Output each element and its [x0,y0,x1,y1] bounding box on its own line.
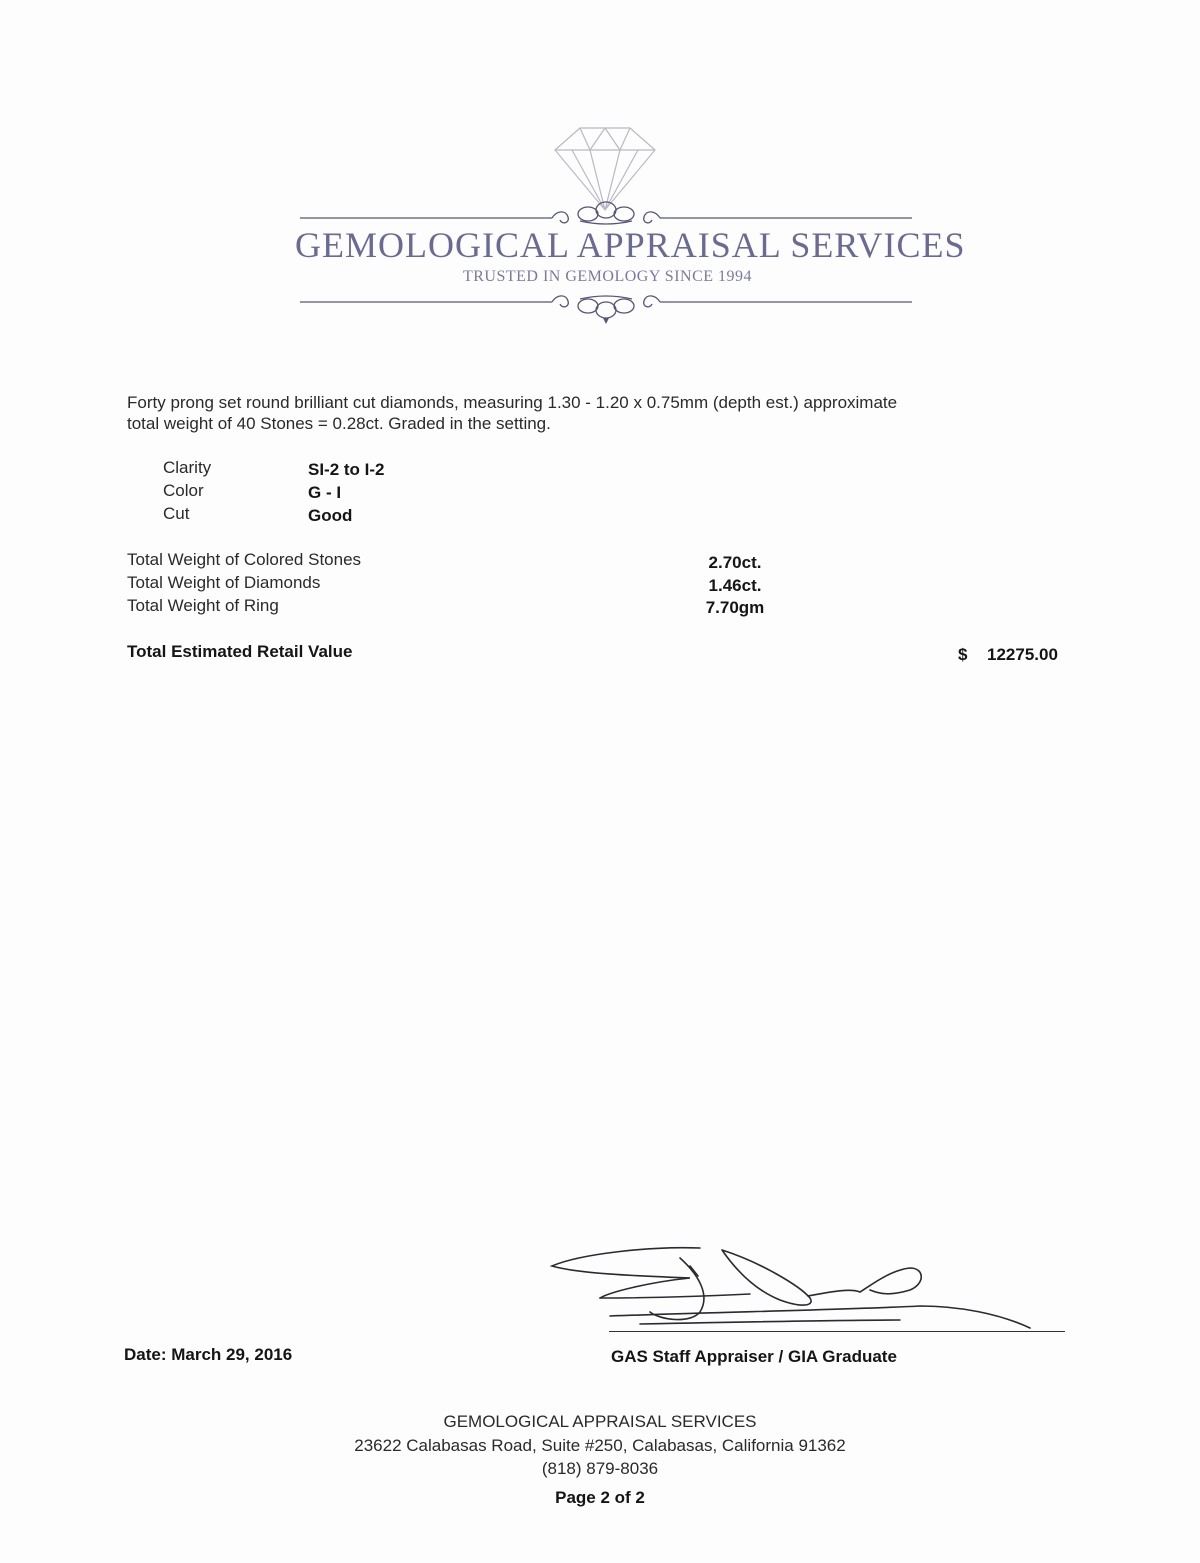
signer-title: GAS Staff Appraiser / GIA Graduate [611,1347,897,1366]
ring-weight-label: Total Weight of Ring [127,596,279,615]
total-value-amount: 12275.00 [987,645,1058,664]
signature-line [609,1331,1065,1332]
footer-company: GEMOLOGICAL APPRAISAL SERVICES [443,1412,757,1431]
diamonds-weight-value: 1.46ct. [708,576,762,595]
diamonds-weight-label: Total Weight of Diamonds [127,573,321,592]
footer-address: 23622 Calabasas Road, Suite #250, Calabasas, California 91362 [354,1436,846,1455]
color-value: G - I [308,483,342,502]
cut-value: Good [308,506,353,525]
cut-label: Cut [163,504,190,523]
company-name: GEMOLOGICAL APPRAISAL SERVICES [295,225,966,265]
description-line: total weight of 40 Stones = 0.28ct. Graded in the setting. [127,414,551,433]
colored-stones-weight-label: Total Weight of Colored Stones [127,550,362,569]
company-tagline: TRUSTED IN GEMOLOGY SINCE 1994 [462,268,753,285]
diamond-icon [555,128,655,210]
item-description [127,392,1047,434]
appraisal-date: Date: March 29, 2016 [124,1345,293,1364]
colored-stones-weight-value: 2.70ct. [708,553,762,572]
ring-weight-value: 7.70gm [705,598,765,617]
scroll-flourish-icon [300,296,912,324]
footer-phone: (818) 879-8036 [541,1459,659,1478]
handwritten-signature [540,1236,1070,1336]
clarity-value: SI-2 to I-2 [308,460,385,479]
total-value-label: Total Estimated Retail Value [127,642,353,661]
currency-symbol: $ [958,645,968,664]
description-line: Forty prong set round brilliant cut diamonds, measuring 1.30 - 1.20 x 0.75mm (depth est.) approximate [127,393,898,412]
color-label: Color [163,481,204,500]
clarity-label: Clarity [163,458,212,477]
page-number: Page 2 of 2 [555,1488,645,1507]
